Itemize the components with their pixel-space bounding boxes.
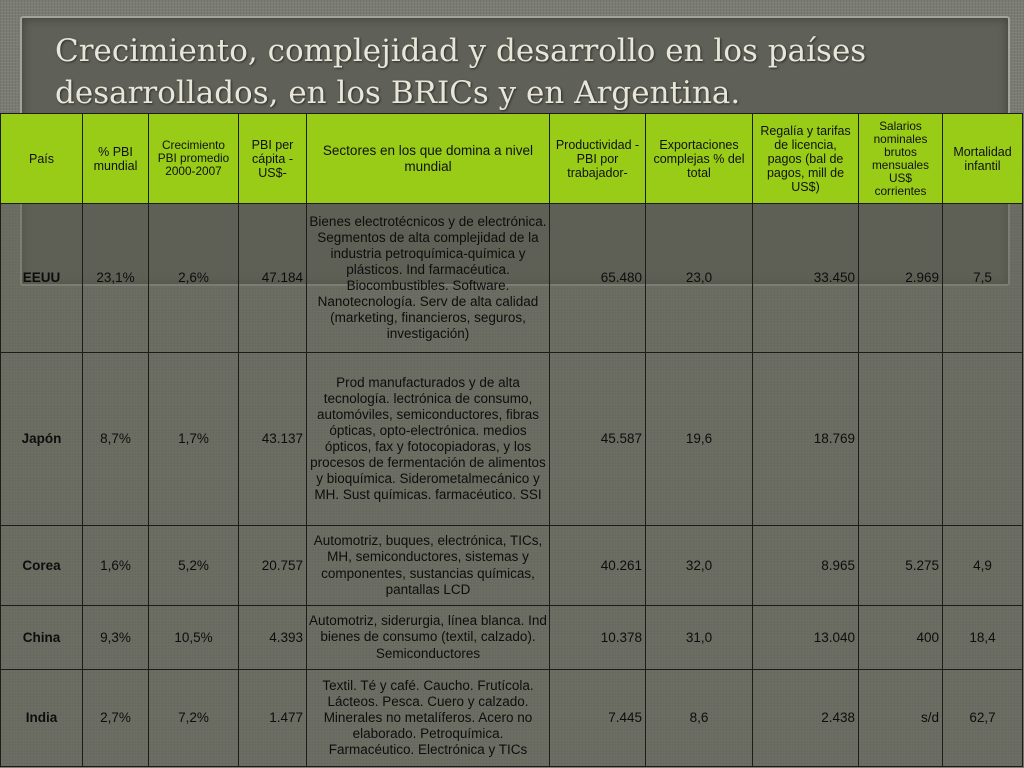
cell-productivity: 7.445 [550,670,646,767]
cell-royalties: 18.769 [753,353,859,526]
cell-gdp-share: 8,7% [83,353,149,526]
cell-gdp-per-capita: 43.137 [239,353,307,526]
table-row [1,606,1023,670]
cell-sectors: Prod manufacturados y de alta tecnología. lectrónica de consumo, automóviles, semiconductores, fibras ópticas, opto-electrónica. medios ópticos, fax y fotocopiadoras, y los procesos de fermentación de alimentos y bioquímica. Siderometalmecánico y MH. Sust químicas. farmacéutico. SSI [307,353,550,526]
cell-productivity: 40.261 [550,526,646,606]
table-row [1,526,1023,606]
header-country: País [1,114,83,204]
cell-gdp-share: 1,6% [83,526,149,606]
header-exports: Exportaciones complejas % del total [646,114,753,204]
header-row [1,114,1023,204]
cell-growth: 10,5% [149,606,239,670]
table-row [1,353,1023,526]
cell-wages [859,353,943,526]
table-row [1,670,1023,767]
cell-gdp-share: 9,3% [83,606,149,670]
header-sectors: Sectores en los que domina a nivel mundial [307,114,550,204]
header-growth: Crecimiento PBI promedio 2000-2007 [149,114,239,204]
cell-country: EEUU [1,204,83,353]
cell-growth: 2,6% [149,204,239,353]
cell-exports: 23,0 [646,204,753,353]
cell-exports: 8,6 [646,670,753,767]
table-row [1,204,1023,353]
cell-country: Corea [1,526,83,606]
cell-wages: s/d [859,670,943,767]
cell-growth: 7,2% [149,670,239,767]
header-gdp-per-capita: PBI per cápita - US$- [239,114,307,204]
cell-mortality: 62,7 [943,670,1023,767]
slide-title: Crecimiento, complejidad y desarrollo en los países desarrollados, en los BRICs y en Argentina. [55,33,867,111]
header-wages: Salarios nominales brutos mensuales US$ corrientes [859,114,943,204]
cell-productivity: 65.480 [550,204,646,353]
header-royalties: Regalía y tarifas de licencia, pagos (bal de pagos, mill de US$) [753,114,859,204]
cell-exports: 19,6 [646,353,753,526]
cell-gdp-per-capita: 1.477 [239,670,307,767]
header-mortality: Mortalidad infantil [943,114,1023,204]
cell-wages: 5.275 [859,526,943,606]
cell-mortality: 18,4 [943,606,1023,670]
cell-sectors: Bienes electrotécnicos y de electrónica. Segmentos de alta complejidad de la industria petroquímica-química y plásticos. Ind farmacéutica. Biocombustibles. Software. Nanotecnología. Serv de alta calidad (marketing, financieros, seguros, investigación) [307,204,550,353]
cell-country: India [1,670,83,767]
cell-country: China [1,606,83,670]
cell-mortality: 4,9 [943,526,1023,606]
cell-sectors: Automotriz, siderurgia, línea blanca. Ind bienes de consumo (textil, calzado). Semiconductores [307,606,550,670]
cell-mortality: 7,5 [943,204,1023,353]
cell-mortality [943,353,1023,526]
data-table [0,113,1023,767]
cell-exports: 31,0 [646,606,753,670]
cell-gdp-per-capita: 4.393 [239,606,307,670]
cell-royalties: 2.438 [753,670,859,767]
cell-gdp-per-capita: 20.757 [239,526,307,606]
cell-gdp-per-capita: 47.184 [239,204,307,353]
cell-sectors: Automotriz, buques, electrónica, TICs, MH, semiconductores, sistemas y componentes, sustancias químicas, pantallas LCD [307,526,550,606]
cell-country: Japón [1,353,83,526]
cell-royalties: 8.965 [753,526,859,606]
cell-gdp-share: 23,1% [83,204,149,353]
cell-growth: 5,2% [149,526,239,606]
cell-productivity: 10.378 [550,606,646,670]
cell-productivity: 45.587 [550,353,646,526]
header-gdp-share: % PBI mundial [83,114,149,204]
cell-growth: 1,7% [149,353,239,526]
cell-wages: 400 [859,606,943,670]
cell-gdp-share: 2,7% [83,670,149,767]
header-productivity: Productividad - PBI por trabajador- [550,114,646,204]
cell-sectors: Textil. Té y café. Caucho. Frutícola. Lácteos. Pesca. Cuero y calzado. Minerales no metalíferos. Acero no elaborado. Petroquímica. Farmacéutico. Electrónica y TICs [307,670,550,767]
cell-wages: 2.969 [859,204,943,353]
cell-royalties: 33.450 [753,204,859,353]
cell-exports: 32,0 [646,526,753,606]
cell-royalties: 13.040 [753,606,859,670]
